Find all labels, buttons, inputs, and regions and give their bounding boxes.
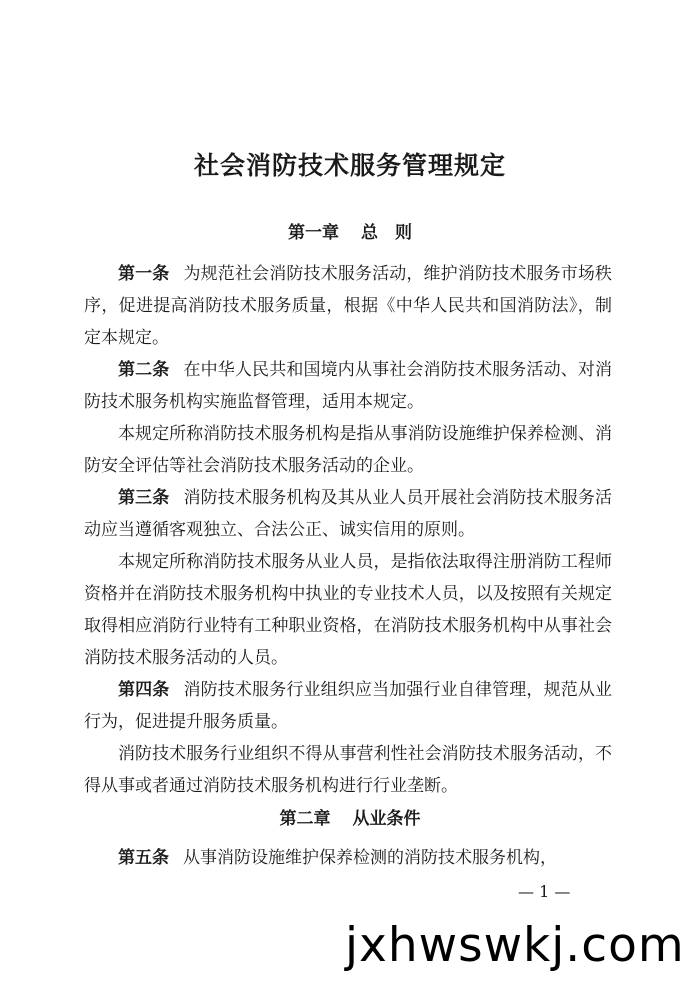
page-number: — 1 — bbox=[518, 882, 571, 901]
article-text: 为规范社会消防技术服务活动，维护消防技术服务市场秩序，促进提高消防技术服务质量，根据《中华人民共和国消防法》，制定本规定。 bbox=[84, 264, 613, 348]
article-paragraph bbox=[84, 546, 612, 674]
article-paragraph bbox=[84, 842, 612, 874]
chapter-name: 从业条件 bbox=[352, 809, 421, 829]
article-label: 第二条 bbox=[118, 360, 170, 380]
chapter-heading-1 bbox=[0, 218, 700, 243]
article-text: 消防技术服务行业组织不得从事营利性社会消防技术服务活动，不得从事或者通过消防技术服务机构进行行业垄断。 bbox=[84, 744, 612, 796]
chapter-heading-2 bbox=[0, 804, 700, 829]
article-text: 本规定所称消防技术服务从业人员，是指依法取得注册消防工程师资格并在消防技术服务机构中执业的专业技术人员，以及按照有关规定取得相应消防行业特有工种职业资格，在消防技术服务机构中从事社会消防技术服务活动的人员。 bbox=[84, 552, 612, 668]
chapter-name: 总 则 bbox=[361, 223, 412, 243]
article-paragraph bbox=[84, 354, 612, 418]
article-paragraph bbox=[84, 258, 612, 354]
chapter-number: 第二章 bbox=[279, 809, 331, 829]
article-label: 第一条 bbox=[118, 264, 170, 284]
article-paragraph bbox=[84, 418, 612, 482]
document-title: 社会消防技术服务管理规定 bbox=[193, 151, 506, 180]
article-label: 第五条 bbox=[118, 848, 169, 868]
article-label: 第四条 bbox=[118, 680, 170, 700]
article-paragraph bbox=[84, 482, 612, 546]
article-label: 第三条 bbox=[118, 488, 170, 508]
article-text: 消防技术服务机构及其从业人员开展社会消防技术服务活动应当遵循客观独立、合法公正、诚实信用的原则。 bbox=[84, 488, 613, 540]
article-text: 本规定所称消防技术服务机构是指从事消防设施维护保养检测、消防安全评估等社会消防技术服务活动的企业。 bbox=[84, 424, 612, 476]
article-text: 在中华人民共和国境内从事社会消防技术服务活动、对消防技术服务机构实施监督管理，适用本规定。 bbox=[84, 360, 613, 412]
article-text: 消防技术服务行业组织应当加强行业自律管理，规范从业行为，促进提升服务质量。 bbox=[84, 680, 613, 732]
article-paragraph bbox=[84, 674, 612, 738]
watermark-text: jxhwswkj.com bbox=[345, 918, 685, 973]
article-text: 从事消防设施维护保养检测的消防技术服务机构， bbox=[183, 848, 557, 868]
article-paragraph bbox=[84, 738, 612, 802]
chapter-number: 第一章 bbox=[288, 223, 339, 243]
